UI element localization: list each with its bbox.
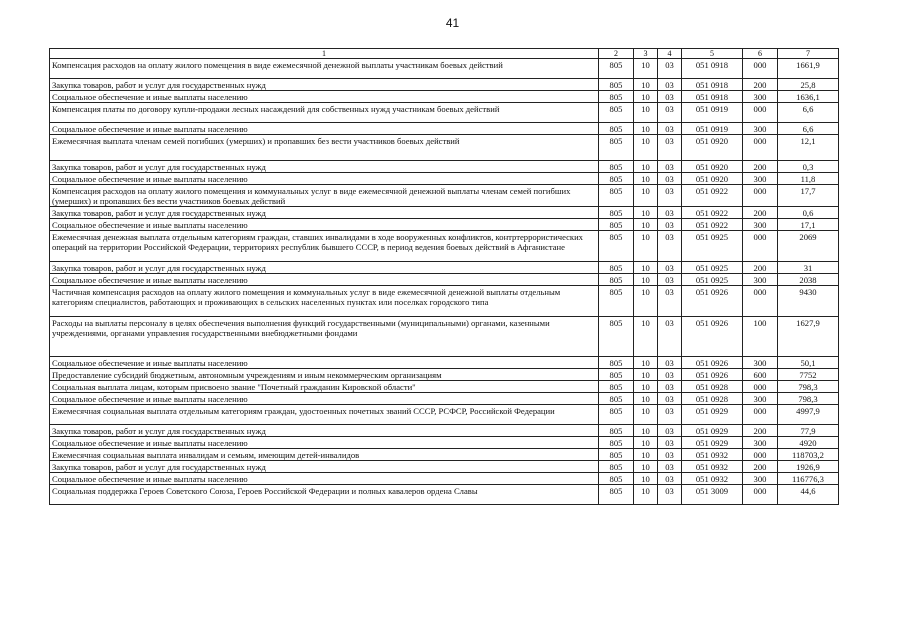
row-code-3: 10 — [634, 231, 658, 262]
row-code-3: 10 — [634, 161, 658, 173]
row-code-5: 051 0922 — [682, 185, 743, 207]
row-code-5: 051 0922 — [682, 207, 743, 219]
row-code-6: 000 — [743, 231, 778, 262]
row-amount: 2038 — [778, 274, 839, 286]
header-col-1: 1 — [50, 49, 599, 59]
row-code-2: 805 — [599, 286, 634, 317]
row-code-6: 200 — [743, 425, 778, 437]
row-code-3: 10 — [634, 357, 658, 369]
header-col-6: 6 — [743, 49, 778, 59]
budget-table — [49, 48, 839, 505]
row-code-5: 051 0929 — [682, 425, 743, 437]
row-code-4: 03 — [658, 393, 682, 405]
row-amount: 798,3 — [778, 393, 839, 405]
row-code-3: 10 — [634, 369, 658, 381]
row-code-4: 03 — [658, 207, 682, 219]
row-description: Ежемесячная социальная выплата отдельным категориям граждан, удостоенных почетных званий СССР, РСФСР, Российской Федерации — [50, 405, 599, 425]
row-amount: 31 — [778, 262, 839, 274]
row-code-4: 03 — [658, 123, 682, 135]
table-row — [50, 425, 839, 437]
row-code-3: 10 — [634, 262, 658, 274]
row-code-2: 805 — [599, 437, 634, 449]
row-code-6: 300 — [743, 173, 778, 185]
row-code-3: 10 — [634, 381, 658, 393]
row-code-4: 03 — [658, 185, 682, 207]
row-code-3: 10 — [634, 461, 658, 473]
row-code-4: 03 — [658, 437, 682, 449]
row-code-6: 200 — [743, 161, 778, 173]
row-code-6: 000 — [743, 485, 778, 505]
row-amount: 4920 — [778, 437, 839, 449]
row-code-6: 200 — [743, 461, 778, 473]
row-code-3: 10 — [634, 405, 658, 425]
table-row — [50, 161, 839, 173]
row-code-5: 051 0928 — [682, 381, 743, 393]
table-row — [50, 357, 839, 369]
row-description: Ежемесячная социальная выплата инвалидам и семьям, имеющим детей-инвалидов — [50, 449, 599, 461]
row-description: Социальное обеспечение и иные выплаты населению — [50, 473, 599, 485]
row-code-3: 10 — [634, 219, 658, 231]
row-code-6: 300 — [743, 123, 778, 135]
table-row — [50, 461, 839, 473]
row-code-2: 805 — [599, 161, 634, 173]
row-description: Компенсация платы по договору купли-продажи лесных насаждений для собственных нужд участникам боевых действий — [50, 103, 599, 123]
row-code-3: 10 — [634, 123, 658, 135]
row-code-3: 10 — [634, 79, 658, 91]
table-row — [50, 437, 839, 449]
row-code-2: 805 — [599, 381, 634, 393]
row-code-5: 051 0932 — [682, 461, 743, 473]
row-code-3: 10 — [634, 135, 658, 161]
row-amount: 1636,1 — [778, 91, 839, 103]
table-row — [50, 286, 839, 317]
row-code-2: 805 — [599, 103, 634, 123]
table-row — [50, 317, 839, 357]
table-row — [50, 449, 839, 461]
row-code-6: 000 — [743, 103, 778, 123]
row-code-4: 03 — [658, 161, 682, 173]
row-code-4: 03 — [658, 173, 682, 185]
table-row — [50, 59, 839, 79]
row-amount: 0,3 — [778, 161, 839, 173]
row-code-6: 600 — [743, 369, 778, 381]
row-code-2: 805 — [599, 461, 634, 473]
table-header-row — [50, 49, 839, 59]
row-code-4: 03 — [658, 103, 682, 123]
row-code-4: 03 — [658, 425, 682, 437]
row-amount: 77,9 — [778, 425, 839, 437]
row-code-5: 051 0926 — [682, 369, 743, 381]
row-amount: 1627,9 — [778, 317, 839, 357]
row-code-3: 10 — [634, 473, 658, 485]
row-code-5: 051 0929 — [682, 405, 743, 425]
row-description: Компенсация расходов на оплату жилого помещения в виде ежемесячной денежной выплаты участникам боевых действий — [50, 59, 599, 79]
row-code-4: 03 — [658, 461, 682, 473]
row-description: Закупка товаров, работ и услуг для государственных нужд — [50, 161, 599, 173]
row-code-6: 300 — [743, 393, 778, 405]
table-row — [50, 207, 839, 219]
row-description: Закупка товаров, работ и услуг для государственных нужд — [50, 79, 599, 91]
row-code-4: 03 — [658, 369, 682, 381]
row-code-2: 805 — [599, 405, 634, 425]
row-code-6: 300 — [743, 219, 778, 231]
row-code-3: 10 — [634, 103, 658, 123]
row-code-6: 200 — [743, 207, 778, 219]
row-code-6: 200 — [743, 262, 778, 274]
row-code-3: 10 — [634, 91, 658, 103]
table-row — [50, 173, 839, 185]
row-code-2: 805 — [599, 231, 634, 262]
row-code-5: 051 0932 — [682, 473, 743, 485]
row-description: Ежемесячная выплата членам семей погибших (умерших) и пропавших без вести участников боевых действий — [50, 135, 599, 161]
row-code-4: 03 — [658, 79, 682, 91]
row-code-2: 805 — [599, 357, 634, 369]
row-amount: 4997,9 — [778, 405, 839, 425]
row-description: Компенсация расходов на оплату жилого помещения и коммунальных услуг в виде ежемесячной денежной выплаты членам семей погибших (умерших) и пропавших без вести участников боевых действий — [50, 185, 599, 207]
row-code-5: 051 0918 — [682, 79, 743, 91]
row-code-2: 805 — [599, 135, 634, 161]
row-description: Социальное обеспечение и иные выплаты населению — [50, 393, 599, 405]
row-amount: 9430 — [778, 286, 839, 317]
row-code-5: 051 0926 — [682, 357, 743, 369]
table-row — [50, 185, 839, 207]
table-row — [50, 473, 839, 485]
table-row — [50, 135, 839, 161]
row-code-3: 10 — [634, 286, 658, 317]
row-amount: 17,1 — [778, 219, 839, 231]
row-description: Закупка товаров, работ и услуг для государственных нужд — [50, 461, 599, 473]
row-code-6: 000 — [743, 286, 778, 317]
row-code-2: 805 — [599, 473, 634, 485]
header-col-4: 4 — [658, 49, 682, 59]
row-code-5: 051 0928 — [682, 393, 743, 405]
row-amount: 44,6 — [778, 485, 839, 505]
row-description: Социальное обеспечение и иные выплаты населению — [50, 437, 599, 449]
row-code-3: 10 — [634, 207, 658, 219]
row-code-6: 300 — [743, 357, 778, 369]
row-description: Ежемесячная денежная выплата отдельным категориям граждан, ставших инвалидами в ходе вооруженных конфликтов, контртеррористических операций на территории Российской Федерации, территориях республик бывшего СССР, в период ведения боевых действий в Афганистане — [50, 231, 599, 262]
row-code-2: 805 — [599, 485, 634, 505]
table-row — [50, 369, 839, 381]
header-col-7: 7 — [778, 49, 839, 59]
row-code-6: 300 — [743, 437, 778, 449]
row-code-6: 100 — [743, 317, 778, 357]
row-code-6: 000 — [743, 185, 778, 207]
row-code-6: 300 — [743, 91, 778, 103]
row-code-5: 051 0926 — [682, 317, 743, 357]
table-row — [50, 393, 839, 405]
row-description: Социальное обеспечение и иные выплаты населению — [50, 91, 599, 103]
row-description: Социальное обеспечение и иные выплаты населению — [50, 123, 599, 135]
row-code-5: 051 0918 — [682, 59, 743, 79]
row-code-6: 000 — [743, 59, 778, 79]
row-description: Социальное обеспечение и иные выплаты населению — [50, 219, 599, 231]
row-code-4: 03 — [658, 135, 682, 161]
table-row — [50, 405, 839, 425]
row-code-5: 051 0920 — [682, 173, 743, 185]
row-code-6: 300 — [743, 274, 778, 286]
row-code-4: 03 — [658, 449, 682, 461]
row-code-2: 805 — [599, 219, 634, 231]
row-description: Предоставление субсидий бюджетным, автономным учреждениям и иным некоммерческим организациям — [50, 369, 599, 381]
row-amount: 2069 — [778, 231, 839, 262]
row-description: Социальное обеспечение и иные выплаты населению — [50, 357, 599, 369]
row-code-4: 03 — [658, 91, 682, 103]
row-code-3: 10 — [634, 425, 658, 437]
table-body — [50, 59, 839, 505]
row-description: Частичная компенсация расходов на оплату жилого помещения и коммунальных услуг в виде ежемесячной денежной выплаты отдельным категориям специалистов, работающих и проживающих в сельских населенных пунктах или поселках городского типа — [50, 286, 599, 317]
row-code-3: 10 — [634, 173, 658, 185]
row-code-5: 051 0925 — [682, 262, 743, 274]
row-amount: 118703,2 — [778, 449, 839, 461]
table-row — [50, 103, 839, 123]
row-code-2: 805 — [599, 393, 634, 405]
row-code-2: 805 — [599, 274, 634, 286]
row-code-5: 051 0920 — [682, 161, 743, 173]
row-code-2: 805 — [599, 369, 634, 381]
row-code-6: 200 — [743, 79, 778, 91]
row-code-2: 805 — [599, 123, 634, 135]
row-code-6: 300 — [743, 473, 778, 485]
row-code-2: 805 — [599, 173, 634, 185]
row-code-6: 000 — [743, 381, 778, 393]
row-description: Социальное обеспечение и иные выплаты населению — [50, 274, 599, 286]
row-code-3: 10 — [634, 317, 658, 357]
row-code-5: 051 0919 — [682, 103, 743, 123]
table-row — [50, 381, 839, 393]
row-amount: 0,6 — [778, 207, 839, 219]
table-row — [50, 485, 839, 505]
row-code-2: 805 — [599, 207, 634, 219]
row-code-5: 051 0920 — [682, 135, 743, 161]
row-code-5: 051 3009 — [682, 485, 743, 505]
row-amount: 25,8 — [778, 79, 839, 91]
row-code-5: 051 0919 — [682, 123, 743, 135]
row-amount: 6,6 — [778, 123, 839, 135]
row-code-4: 03 — [658, 219, 682, 231]
header-col-2: 2 — [599, 49, 634, 59]
row-code-4: 03 — [658, 381, 682, 393]
row-code-3: 10 — [634, 437, 658, 449]
page-number: 41 — [445, 16, 460, 30]
row-code-3: 10 — [634, 274, 658, 286]
row-code-4: 03 — [658, 473, 682, 485]
row-code-5: 051 0926 — [682, 286, 743, 317]
row-code-2: 805 — [599, 449, 634, 461]
table-row — [50, 123, 839, 135]
header-col-3: 3 — [634, 49, 658, 59]
row-code-4: 03 — [658, 286, 682, 317]
row-amount: 50,1 — [778, 357, 839, 369]
row-code-2: 805 — [599, 79, 634, 91]
row-code-4: 03 — [658, 231, 682, 262]
row-code-5: 051 0932 — [682, 449, 743, 461]
row-description: Социальное обеспечение и иные выплаты населению — [50, 173, 599, 185]
row-code-6: 000 — [743, 449, 778, 461]
row-code-4: 03 — [658, 357, 682, 369]
row-amount: 6,6 — [778, 103, 839, 123]
table-row — [50, 79, 839, 91]
row-description: Социальная выплата лицам, которым присвоено звание "Почетный гражданин Кировской области" — [50, 381, 599, 393]
row-code-2: 805 — [599, 91, 634, 103]
row-amount: 11,8 — [778, 173, 839, 185]
row-amount: 17,7 — [778, 185, 839, 207]
table-row — [50, 274, 839, 286]
row-code-2: 805 — [599, 425, 634, 437]
row-description: Расходы на выплаты персоналу в целях обеспечения выполнения функций государственными (муниципальными) органами, казенными учреждениями, органами управления государственными внебюджетными фондами — [50, 317, 599, 357]
row-amount: 798,3 — [778, 381, 839, 393]
row-amount: 116776,3 — [778, 473, 839, 485]
row-code-4: 03 — [658, 262, 682, 274]
row-code-3: 10 — [634, 485, 658, 505]
row-code-5: 051 0922 — [682, 219, 743, 231]
row-description: Закупка товаров, работ и услуг для государственных нужд — [50, 207, 599, 219]
row-code-5: 051 0925 — [682, 231, 743, 262]
row-description: Социальная поддержка Героев Советского Союза, Героев Российской Федерации и полных кавалеров ордена Славы — [50, 485, 599, 505]
row-code-5: 051 0929 — [682, 437, 743, 449]
row-code-3: 10 — [634, 185, 658, 207]
row-code-4: 03 — [658, 485, 682, 505]
row-code-6: 000 — [743, 405, 778, 425]
row-code-3: 10 — [634, 59, 658, 79]
row-description: Закупка товаров, работ и услуг для государственных нужд — [50, 425, 599, 437]
row-amount: 1926,9 — [778, 461, 839, 473]
row-amount: 1661,9 — [778, 59, 839, 79]
row-code-3: 10 — [634, 449, 658, 461]
row-code-5: 051 0925 — [682, 274, 743, 286]
row-code-2: 805 — [599, 262, 634, 274]
header-col-5: 5 — [682, 49, 743, 59]
row-code-6: 000 — [743, 135, 778, 161]
table-row — [50, 231, 839, 262]
row-code-3: 10 — [634, 393, 658, 405]
row-code-5: 051 0918 — [682, 91, 743, 103]
row-code-2: 805 — [599, 185, 634, 207]
row-code-4: 03 — [658, 59, 682, 79]
table-row — [50, 91, 839, 103]
table-row — [50, 262, 839, 274]
row-code-4: 03 — [658, 274, 682, 286]
table-row — [50, 219, 839, 231]
row-amount: 12,1 — [778, 135, 839, 161]
row-code-2: 805 — [599, 59, 634, 79]
row-code-4: 03 — [658, 317, 682, 357]
row-code-2: 805 — [599, 317, 634, 357]
row-description: Закупка товаров, работ и услуг для государственных нужд — [50, 262, 599, 274]
row-code-4: 03 — [658, 405, 682, 425]
row-amount: 7752 — [778, 369, 839, 381]
